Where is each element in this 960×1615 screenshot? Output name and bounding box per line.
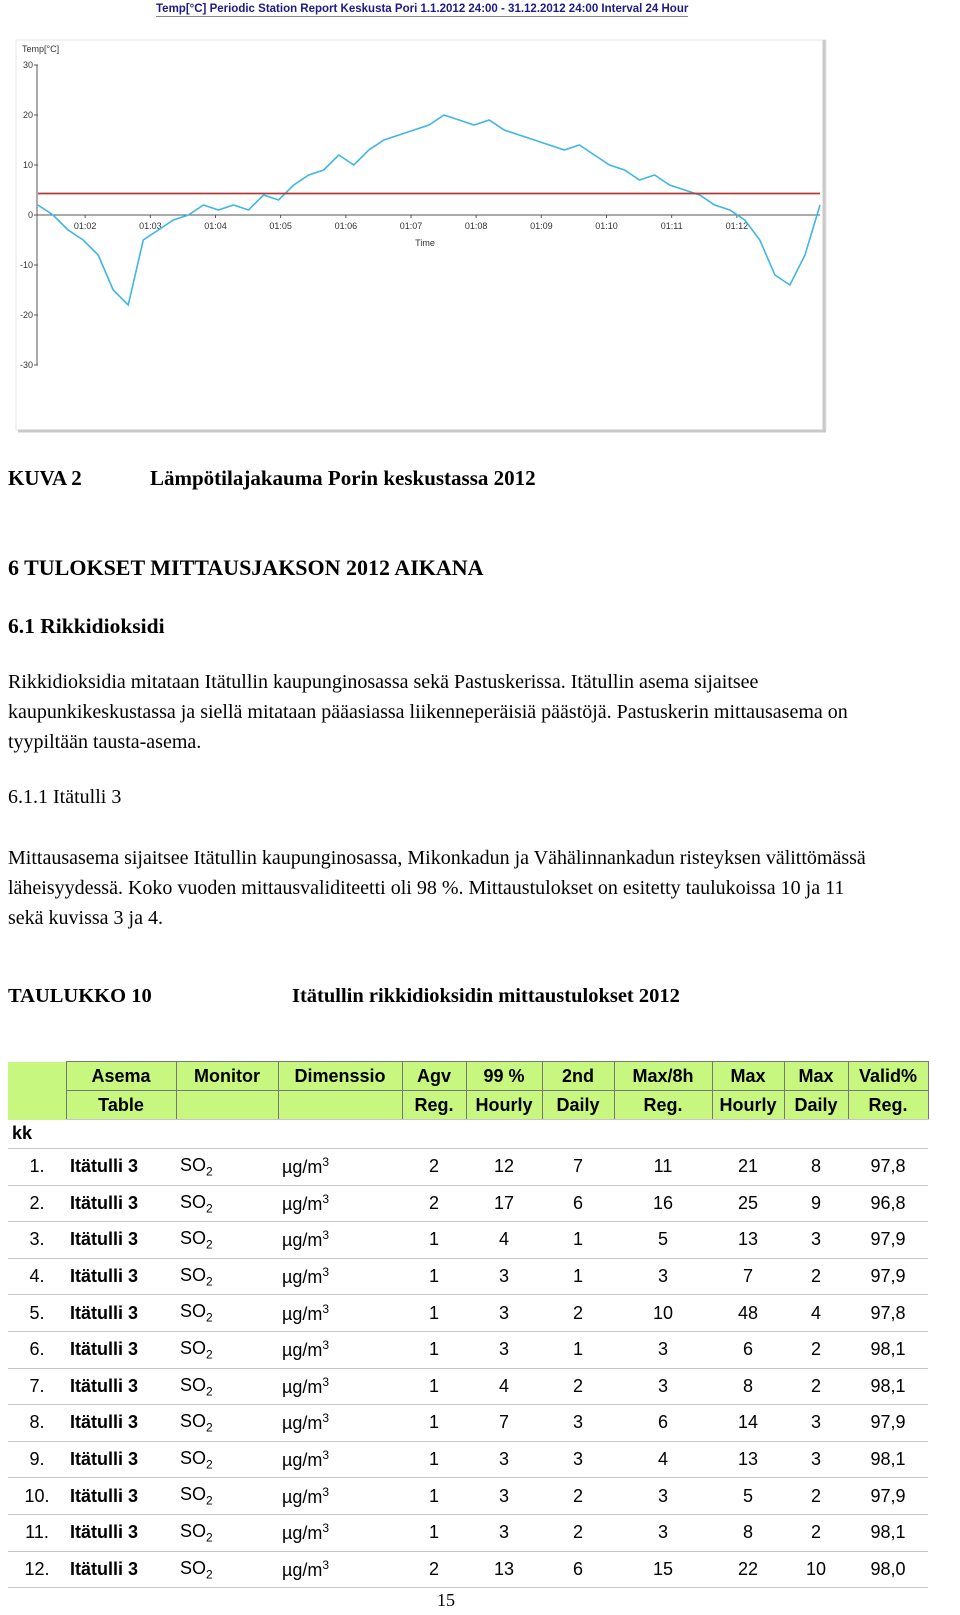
- station-cell: Itätulli 3: [66, 1185, 176, 1222]
- monitor-subscript: 2: [206, 1457, 213, 1472]
- monitor-cell: [176, 1295, 278, 1332]
- max-daily-cell: 9: [784, 1185, 848, 1222]
- station-cell: Itätulli 3: [66, 1514, 176, 1551]
- max-hourly-cell: 8: [712, 1514, 784, 1551]
- valid-cell: 97,8: [848, 1149, 928, 1186]
- monitor-subscript: 2: [206, 1164, 213, 1179]
- unit-text: µg/m: [282, 1340, 323, 1361]
- kk-label-row: [8, 1120, 928, 1149]
- monitor-cell: [176, 1441, 278, 1478]
- monitor-subscript: 2: [206, 1237, 213, 1252]
- month-cell: 10.: [8, 1478, 66, 1515]
- monitor-text: SO: [180, 1264, 207, 1285]
- agv-cell: 1: [402, 1368, 466, 1405]
- table-header-row: [8, 1062, 928, 1091]
- table-label: TAULUKKO 10: [8, 985, 152, 1007]
- second-daily-cell: 3: [542, 1441, 614, 1478]
- max-hourly-cell: 22: [712, 1551, 784, 1588]
- unit-cell: [278, 1441, 402, 1478]
- unit-text: µg/m: [282, 1450, 323, 1471]
- column-header: Max: [784, 1062, 848, 1091]
- p99-cell: 3: [466, 1258, 542, 1295]
- table-row: [8, 1185, 928, 1222]
- valid-cell: 98,0: [848, 1551, 928, 1588]
- max-hourly-cell: 13: [712, 1222, 784, 1259]
- second-daily-cell: 2: [542, 1295, 614, 1332]
- second-daily-cell: 1: [542, 1222, 614, 1259]
- max-hourly-cell: 21: [712, 1149, 784, 1186]
- p99-cell: 3: [466, 1331, 542, 1368]
- x-tick-label: 01:03: [139, 221, 162, 231]
- valid-cell: 98,1: [848, 1441, 928, 1478]
- monitor-text: SO: [180, 1447, 207, 1468]
- agv-cell: 1: [402, 1405, 466, 1442]
- monitor-subscript: 2: [206, 1274, 213, 1289]
- second-daily-cell: 6: [542, 1185, 614, 1222]
- valid-cell: 97,9: [848, 1222, 928, 1259]
- unit-cell: [278, 1405, 402, 1442]
- agv-cell: 1: [402, 1222, 466, 1259]
- max8h-cell: 3: [614, 1258, 712, 1295]
- max-daily-cell: 3: [784, 1405, 848, 1442]
- paragraph-station: Mittausasema sijaitsee Itätullin kaupunginosassa, Mikonkadun ja Vähälinnankadun risteyksen välittömässä läheisyydessä. Koko vuoden mittausvaliditeetti oli 98 %. Mittaustulokset on esitetty taulukoissa 10 ja 11 sekä kuvissa 3 ja 4.: [8, 847, 866, 929]
- max-daily-cell: 8: [784, 1149, 848, 1186]
- monitor-text: SO: [180, 1191, 207, 1212]
- valid-cell: 98,1: [848, 1368, 928, 1405]
- valid-cell: 97,9: [848, 1405, 928, 1442]
- blank-cell: [784, 1120, 848, 1149]
- p99-cell: 7: [466, 1405, 542, 1442]
- y-tick-label: -10: [19, 260, 33, 270]
- max-hourly-cell: 25: [712, 1185, 784, 1222]
- max-daily-cell: 3: [784, 1441, 848, 1478]
- unit-cell: [278, 1258, 402, 1295]
- unit-superscript: 3: [322, 1484, 330, 1499]
- monitor-subscript: 2: [206, 1493, 213, 1508]
- month-cell: 8.: [8, 1405, 66, 1442]
- max-hourly-cell: 48: [712, 1295, 784, 1332]
- agv-cell: 1: [402, 1441, 466, 1478]
- max-daily-cell: 4: [784, 1295, 848, 1332]
- monitor-cell: [176, 1185, 278, 1222]
- column-subheader: Reg.: [848, 1091, 928, 1120]
- unit-text: µg/m: [282, 1376, 323, 1397]
- x-tick-label: 01:05: [269, 221, 292, 231]
- table-row: [8, 1405, 928, 1442]
- max-hourly-cell: 13: [712, 1441, 784, 1478]
- second-daily-cell: 7: [542, 1149, 614, 1186]
- max-daily-cell: 2: [784, 1514, 848, 1551]
- chart-title: Temp[°C] Periodic Station Report Keskusta Pori 1.1.2012 24:00 - 31.12.2012 24:00 Interval 24 Hour: [156, 3, 689, 15]
- monitor-text: SO: [180, 1557, 207, 1578]
- unit-cell: [278, 1185, 402, 1222]
- figure-caption: Lämpötilajakauma Porin keskustassa 2012: [150, 466, 536, 490]
- valid-cell: 97,9: [848, 1478, 928, 1515]
- p99-cell: 3: [466, 1478, 542, 1515]
- column-header: Asema: [66, 1062, 176, 1091]
- second-daily-cell: 1: [542, 1258, 614, 1295]
- unit-superscript: 3: [322, 1448, 330, 1463]
- unit-text: µg/m: [282, 1523, 323, 1544]
- max8h-cell: 3: [614, 1368, 712, 1405]
- monitor-cell: [176, 1258, 278, 1295]
- max-hourly-cell: 5: [712, 1478, 784, 1515]
- monitor-subscript: 2: [206, 1201, 213, 1216]
- monitor-cell: [176, 1149, 278, 1186]
- max8h-cell: 3: [614, 1514, 712, 1551]
- x-axis-label: Time: [415, 238, 435, 248]
- column-subheader: [278, 1091, 402, 1120]
- temperature-chart: [10, 38, 850, 443]
- month-cell: 6.: [8, 1331, 66, 1368]
- month-cell: 12.: [8, 1551, 66, 1588]
- monitor-text: SO: [180, 1520, 207, 1541]
- agv-cell: 2: [402, 1185, 466, 1222]
- p99-cell: 4: [466, 1222, 542, 1259]
- valid-cell: 97,9: [848, 1258, 928, 1295]
- header-blank: [8, 1091, 66, 1120]
- second-daily-cell: 2: [542, 1514, 614, 1551]
- max8h-cell: 15: [614, 1551, 712, 1588]
- y-tick-label: -20: [19, 310, 33, 320]
- table-row: [8, 1149, 928, 1186]
- agv-cell: 2: [402, 1149, 466, 1186]
- unit-cell: [278, 1368, 402, 1405]
- monitor-text: SO: [180, 1228, 207, 1249]
- station-cell: Itätulli 3: [66, 1368, 176, 1405]
- column-subheader: Hourly: [712, 1091, 784, 1120]
- max-daily-cell: 2: [784, 1331, 848, 1368]
- valid-cell: 96,8: [848, 1185, 928, 1222]
- month-cell: 11.: [8, 1514, 66, 1551]
- month-cell: 7.: [8, 1368, 66, 1405]
- blank-cell: [848, 1120, 928, 1149]
- x-tick-label: 01:08: [464, 221, 488, 231]
- monitor-text: SO: [180, 1155, 207, 1175]
- agv-cell: 1: [402, 1514, 466, 1551]
- table-caption: Itätullin rikkidioksidin mittaustulokset 2012: [292, 985, 680, 1007]
- blank-cell: [278, 1120, 402, 1149]
- unit-cell: [278, 1295, 402, 1332]
- chart-svg: [10, 38, 850, 443]
- unit-cell: [278, 1331, 402, 1368]
- column-header: Agv: [402, 1062, 466, 1091]
- table-subheader-row: [8, 1091, 928, 1120]
- station-cell: Itätulli 3: [66, 1478, 176, 1515]
- station-cell: Itätulli 3: [66, 1405, 176, 1442]
- unit-superscript: 3: [322, 1191, 330, 1206]
- unit-text: µg/m: [282, 1559, 323, 1580]
- x-tick-label: 01:12: [725, 221, 749, 231]
- valid-cell: 98,1: [848, 1514, 928, 1551]
- agv-cell: 2: [402, 1551, 466, 1588]
- unit-superscript: 3: [322, 1228, 330, 1243]
- unit-superscript: 3: [322, 1155, 330, 1170]
- kk-label: kk: [8, 1120, 66, 1149]
- max-daily-cell: 10: [784, 1551, 848, 1588]
- max-daily-cell: 2: [784, 1368, 848, 1405]
- table-row: [8, 1258, 928, 1295]
- column-header: Dimenssio: [278, 1062, 402, 1091]
- month-cell: 5.: [8, 1295, 66, 1332]
- results-table: [8, 1061, 929, 1588]
- y-axis-label: Temp[°C]: [22, 44, 60, 54]
- unit-superscript: 3: [322, 1557, 330, 1572]
- blank-cell: [712, 1120, 784, 1149]
- max-daily-cell: 2: [784, 1258, 848, 1295]
- unit-text: µg/m: [282, 1486, 323, 1507]
- blank-cell: [66, 1120, 176, 1149]
- max8h-cell: 5: [614, 1222, 712, 1259]
- chart-frame: [16, 40, 826, 430]
- unit-text: µg/m: [282, 1413, 323, 1434]
- column-header: Max: [712, 1062, 784, 1091]
- month-cell: 9.: [8, 1441, 66, 1478]
- monitor-cell: [176, 1405, 278, 1442]
- figure-label: KUVA 2: [8, 466, 82, 490]
- monitor-text: SO: [180, 1411, 207, 1432]
- max-hourly-cell: 14: [712, 1405, 784, 1442]
- max8h-cell: 3: [614, 1478, 712, 1515]
- station-cell: Itätulli 3: [66, 1331, 176, 1368]
- monitor-cell: [176, 1331, 278, 1368]
- monitor-text: SO: [180, 1337, 207, 1358]
- paragraph-sulfur-dioxide: Rikkidioksidia mitataan Itätullin kaupunginosassa sekä Pastuskerissa. Itätullin asema sijaitsee kaupunkikeskustassa ja siellä mitataan pääasiassa liikenneperäisiä päästöjä. Pastuskerin mittausasema on tyypiltään tausta-asema.: [8, 671, 848, 753]
- blank-cell: [542, 1120, 614, 1149]
- p99-cell: 4: [466, 1368, 542, 1405]
- unit-cell: [278, 1551, 402, 1588]
- max-daily-cell: 2: [784, 1478, 848, 1515]
- blank-cell: [176, 1120, 278, 1149]
- unit-text: µg/m: [282, 1230, 323, 1251]
- max8h-cell: 3: [614, 1331, 712, 1368]
- monitor-cell: [176, 1222, 278, 1259]
- second-daily-cell: 2: [542, 1478, 614, 1515]
- monitor-subscript: 2: [206, 1530, 213, 1545]
- station-cell: Itätulli 3: [66, 1258, 176, 1295]
- station-cell: Itätulli 3: [66, 1551, 176, 1588]
- x-tick-label: 01:04: [204, 221, 227, 231]
- y-tick-label: -30: [19, 360, 33, 370]
- max-hourly-cell: 6: [712, 1331, 784, 1368]
- month-cell: 3.: [8, 1222, 66, 1259]
- table-row: [8, 1441, 928, 1478]
- subsubsection-heading: 6.1.1 Itätulli 3: [8, 786, 122, 808]
- table-row: [8, 1295, 928, 1332]
- x-tick-label: 01:09: [530, 221, 553, 231]
- monitor-text: SO: [180, 1484, 207, 1505]
- monitor-text: SO: [180, 1374, 207, 1395]
- unit-cell: [278, 1478, 402, 1515]
- second-daily-cell: 6: [542, 1551, 614, 1588]
- max8h-cell: 4: [614, 1441, 712, 1478]
- monitor-cell: [176, 1478, 278, 1515]
- x-tick-label: 01:02: [73, 221, 97, 231]
- max-daily-cell: 3: [784, 1222, 848, 1259]
- agv-cell: 1: [402, 1478, 466, 1515]
- column-header: Max/8h: [614, 1062, 712, 1091]
- unit-text: µg/m: [282, 1193, 323, 1214]
- p99-cell: 3: [466, 1514, 542, 1551]
- column-subheader: [176, 1091, 278, 1120]
- unit-text: µg/m: [282, 1157, 323, 1178]
- blank-cell: [402, 1120, 466, 1149]
- monitor-subscript: 2: [206, 1384, 213, 1399]
- blank-cell: [614, 1120, 712, 1149]
- y-tick-label: 20: [22, 110, 33, 120]
- agv-cell: 1: [402, 1258, 466, 1295]
- column-subheader: Reg.: [614, 1091, 712, 1120]
- column-header: 99 %: [466, 1062, 542, 1091]
- monitor-cell: [176, 1368, 278, 1405]
- column-header: Monitor: [176, 1062, 278, 1091]
- second-daily-cell: 3: [542, 1405, 614, 1442]
- column-header: 2nd: [542, 1062, 614, 1091]
- column-subheader: Daily: [542, 1091, 614, 1120]
- max8h-cell: 10: [614, 1295, 712, 1332]
- station-cell: Itätulli 3: [66, 1222, 176, 1259]
- x-tick-label: 01:06: [334, 221, 358, 231]
- monitor-subscript: 2: [206, 1310, 213, 1325]
- month-cell: 2.: [8, 1185, 66, 1222]
- unit-cell: [278, 1149, 402, 1186]
- page-number: 15: [437, 1590, 455, 1610]
- agv-cell: 1: [402, 1295, 466, 1332]
- p99-cell: 3: [466, 1441, 542, 1478]
- table-row: [8, 1222, 928, 1259]
- monitor-cell: [176, 1551, 278, 1588]
- monitor-subscript: 2: [206, 1567, 213, 1582]
- monitor-subscript: 2: [206, 1347, 213, 1362]
- max-hourly-cell: 8: [712, 1368, 784, 1405]
- station-cell: Itätulli 3: [66, 1441, 176, 1478]
- unit-superscript: 3: [322, 1301, 330, 1316]
- unit-superscript: 3: [322, 1338, 330, 1353]
- subsection-heading: 6.1 Rikkidioksidi: [8, 614, 165, 638]
- table-row: [8, 1478, 928, 1515]
- month-cell: 4.: [8, 1258, 66, 1295]
- y-tick-label: 30: [22, 60, 33, 70]
- p99-cell: 17: [466, 1185, 542, 1222]
- max-hourly-cell: 7: [712, 1258, 784, 1295]
- unit-text: µg/m: [282, 1267, 323, 1288]
- unit-superscript: 3: [322, 1411, 330, 1426]
- x-tick-label: 01:11: [660, 221, 683, 231]
- table-row: [8, 1551, 928, 1588]
- agv-cell: 1: [402, 1331, 466, 1368]
- section-heading: 6 TULOKSET MITTAUSJAKSON 2012 AIKANA: [8, 555, 484, 580]
- blank-cell: [466, 1120, 542, 1149]
- valid-cell: 98,1: [848, 1331, 928, 1368]
- column-subheader: Table: [66, 1091, 176, 1120]
- max8h-cell: 6: [614, 1405, 712, 1442]
- y-tick-label: 0: [27, 210, 33, 220]
- p99-cell: 13: [466, 1551, 542, 1588]
- column-header: Valid%: [848, 1062, 928, 1091]
- second-daily-cell: 1: [542, 1331, 614, 1368]
- column-subheader: Reg.: [402, 1091, 466, 1120]
- table-row: [8, 1331, 928, 1368]
- unit-superscript: 3: [322, 1374, 330, 1389]
- max8h-cell: 11: [614, 1149, 712, 1186]
- p99-cell: 3: [466, 1295, 542, 1332]
- column-subheader: Hourly: [466, 1091, 542, 1120]
- x-tick-label: 01:07: [399, 221, 423, 231]
- max8h-cell: 16: [614, 1185, 712, 1222]
- header-blank: [8, 1062, 66, 1091]
- table-row: [8, 1368, 928, 1405]
- second-daily-cell: 2: [542, 1368, 614, 1405]
- x-tick-label: 01:10: [595, 221, 618, 231]
- unit-superscript: 3: [322, 1265, 330, 1280]
- unit-cell: [278, 1222, 402, 1259]
- station-cell: Itätulli 3: [66, 1295, 176, 1332]
- unit-text: µg/m: [282, 1303, 323, 1324]
- monitor-text: SO: [180, 1301, 207, 1322]
- valid-cell: 97,8: [848, 1295, 928, 1332]
- p99-cell: 12: [466, 1149, 542, 1186]
- monitor-subscript: 2: [206, 1420, 213, 1435]
- station-cell: Itätulli 3: [66, 1149, 176, 1186]
- unit-superscript: 3: [322, 1521, 330, 1536]
- y-tick-label: 10: [22, 160, 33, 170]
- column-subheader: Daily: [784, 1091, 848, 1120]
- table-row: [8, 1514, 928, 1551]
- month-cell: 1.: [8, 1149, 66, 1186]
- unit-cell: [278, 1514, 402, 1551]
- monitor-cell: [176, 1514, 278, 1551]
